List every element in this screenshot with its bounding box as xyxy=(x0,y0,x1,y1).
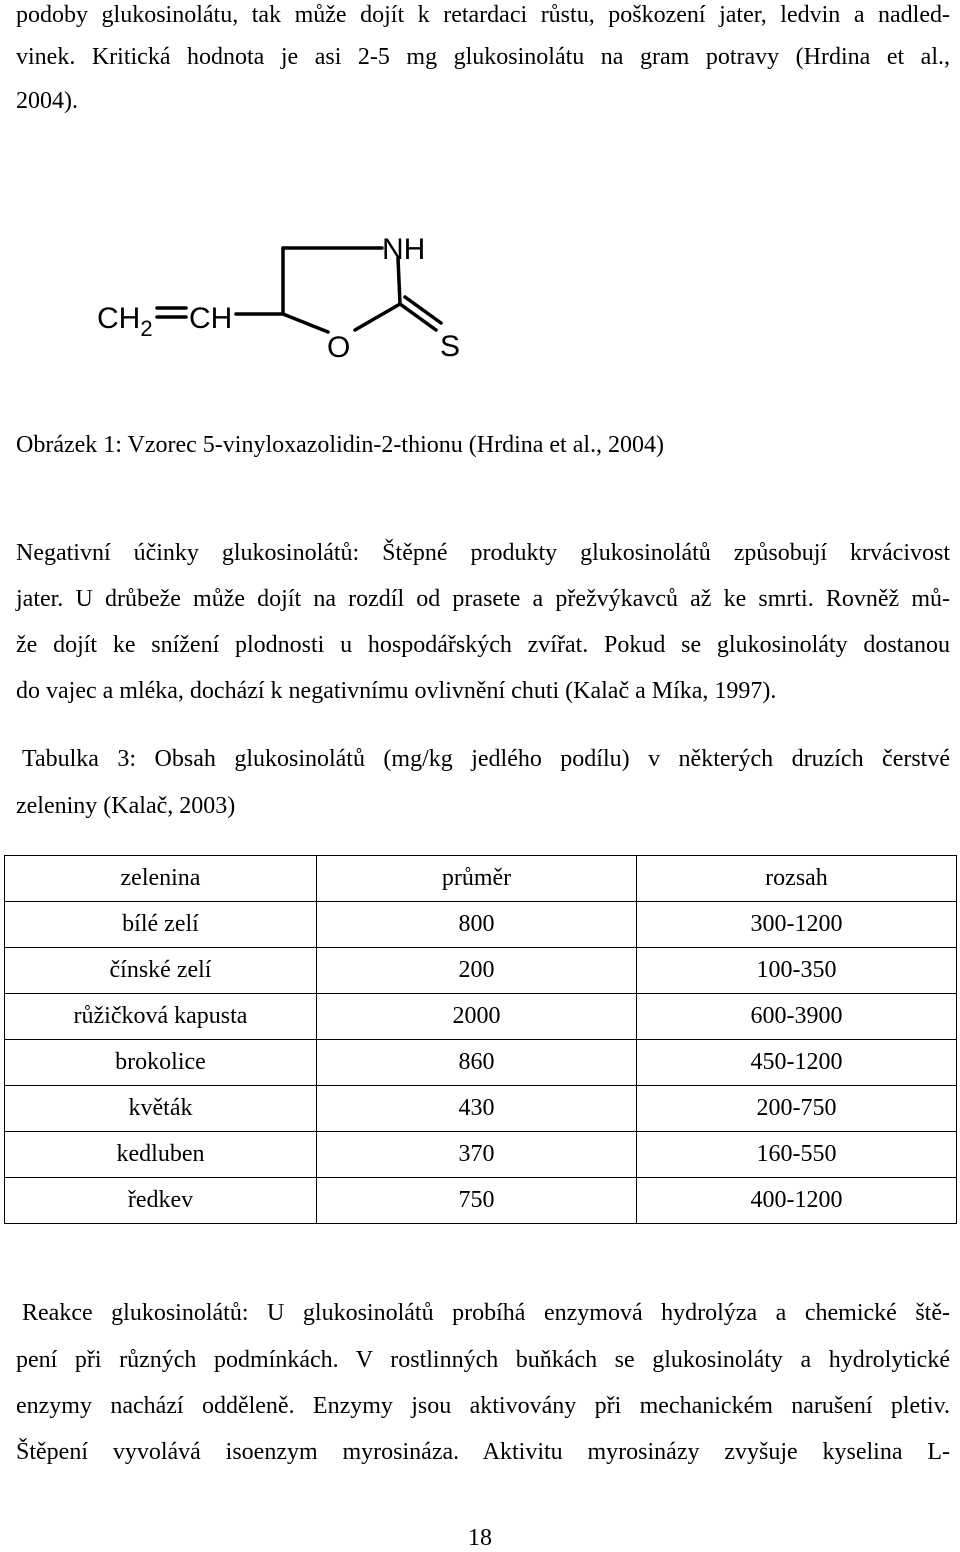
intro-line-2: vinek. Kritická hodnota je asi 2-5 mg glukosinolátu na gram potravy (Hrdina et al., xyxy=(16,44,950,70)
intro-line-1: podoby glukosinolátu, tak může dojít k retardaci růstu, poškození jater, ledvin a nadled- xyxy=(16,2,950,28)
negative-line-2: jater. U drůbeže může dojít na rozdíl od prasete a přežvýkavců až ke smrti. Rovněž mů- xyxy=(16,586,950,612)
table-row xyxy=(5,1178,957,1224)
cell-vegetable: ředkev xyxy=(5,1178,317,1224)
cell-range: 200-750 xyxy=(637,1086,957,1132)
table-row xyxy=(5,1086,957,1132)
cell-average: 2000 xyxy=(317,994,637,1040)
reaction-line-3: enzymy nachází odděleně. Enzymy jsou aktivovány při mechanickém narušení pletiv. xyxy=(16,1393,950,1419)
page-number: 18 xyxy=(468,1525,492,1551)
cell-range: 160-550 xyxy=(637,1132,957,1178)
reaction-line-1: Reakce glukosinolátů: U glukosinolátů probíhá enzymová hydrolýza a chemické ště- xyxy=(22,1300,950,1326)
atom-nh: NH xyxy=(382,233,426,266)
figure-caption: Obrázek 1: Vzorec 5-vinyloxazolidin-2-thionu (Hrdina et al., 2004) xyxy=(16,432,665,458)
cell-range: 600-3900 xyxy=(637,994,957,1040)
cell-vegetable: kedluben xyxy=(5,1132,317,1178)
table-caption-line-2: zeleniny (Kalač, 2003) xyxy=(16,793,236,819)
atom-ch: CH xyxy=(189,302,233,335)
cell-vegetable: květák xyxy=(5,1086,317,1132)
negative-line-3: že dojít ke snížení plodnosti u hospodářských zvířat. Pokud se glukosinoláty dostanou xyxy=(16,632,950,658)
atom-o: O xyxy=(327,331,351,364)
table-row xyxy=(5,1132,957,1178)
intro-line-3: 2004). xyxy=(16,88,78,114)
cell-average: 200 xyxy=(317,948,637,994)
bond-c5-o xyxy=(283,314,328,332)
cell-vegetable: čínské zelí xyxy=(5,948,317,994)
cell-vegetable: brokolice xyxy=(5,1040,317,1086)
cell-range: 450-1200 xyxy=(637,1040,957,1086)
cell-average: 430 xyxy=(317,1086,637,1132)
cell-average: 370 xyxy=(317,1132,637,1178)
cell-range: 300-1200 xyxy=(637,902,957,948)
cell-vegetable: bílé zelí xyxy=(5,902,317,948)
chemical-structure-figure xyxy=(0,220,960,380)
table-row xyxy=(5,994,957,1040)
negative-line-1: Negativní účinky glukosinolátů: Štěpné produkty glukosinolátů způsobují krvácivost xyxy=(16,540,950,566)
table-row xyxy=(5,1040,957,1086)
cell-average: 800 xyxy=(317,902,637,948)
reaction-line-2: pení při různých podmínkách. V rostlinných buňkách se glukosinoláty a hydrolytické xyxy=(16,1347,950,1373)
cell-range: 400-1200 xyxy=(637,1178,957,1224)
table-row xyxy=(5,902,957,948)
atom-s: S xyxy=(440,330,461,363)
bond-o-c2 xyxy=(355,304,400,330)
header-rozsah: rozsah xyxy=(637,856,957,902)
cell-average: 750 xyxy=(317,1178,637,1224)
atom-ch2: $CH_2$ xyxy=(97,302,153,341)
reaction-line-4: Štěpení vyvolává isoenzym myrosináza. Aktivitu myrosinázy zvyšuje kyselina L- xyxy=(16,1439,950,1465)
cell-range: 100-350 xyxy=(637,948,957,994)
table-header-row xyxy=(5,856,957,902)
cell-average: 860 xyxy=(317,1040,637,1086)
cell-vegetable: růžičková kapusta xyxy=(5,994,317,1040)
table-row xyxy=(5,948,957,994)
negative-line-4: do vajec a mléka, dochází k negativnímu ovlivnění chuti (Kalač a Míka, 1997). xyxy=(16,678,777,704)
glucosinolate-table xyxy=(4,855,957,1224)
table-caption-line-1: Tabulka 3: Obsah glukosinolátů (mg/kg jedlého podílu) v některých druzích čerstvé xyxy=(22,746,950,772)
header-zelenina: zelenina xyxy=(5,856,317,902)
header-prumer: průměr xyxy=(317,856,637,902)
